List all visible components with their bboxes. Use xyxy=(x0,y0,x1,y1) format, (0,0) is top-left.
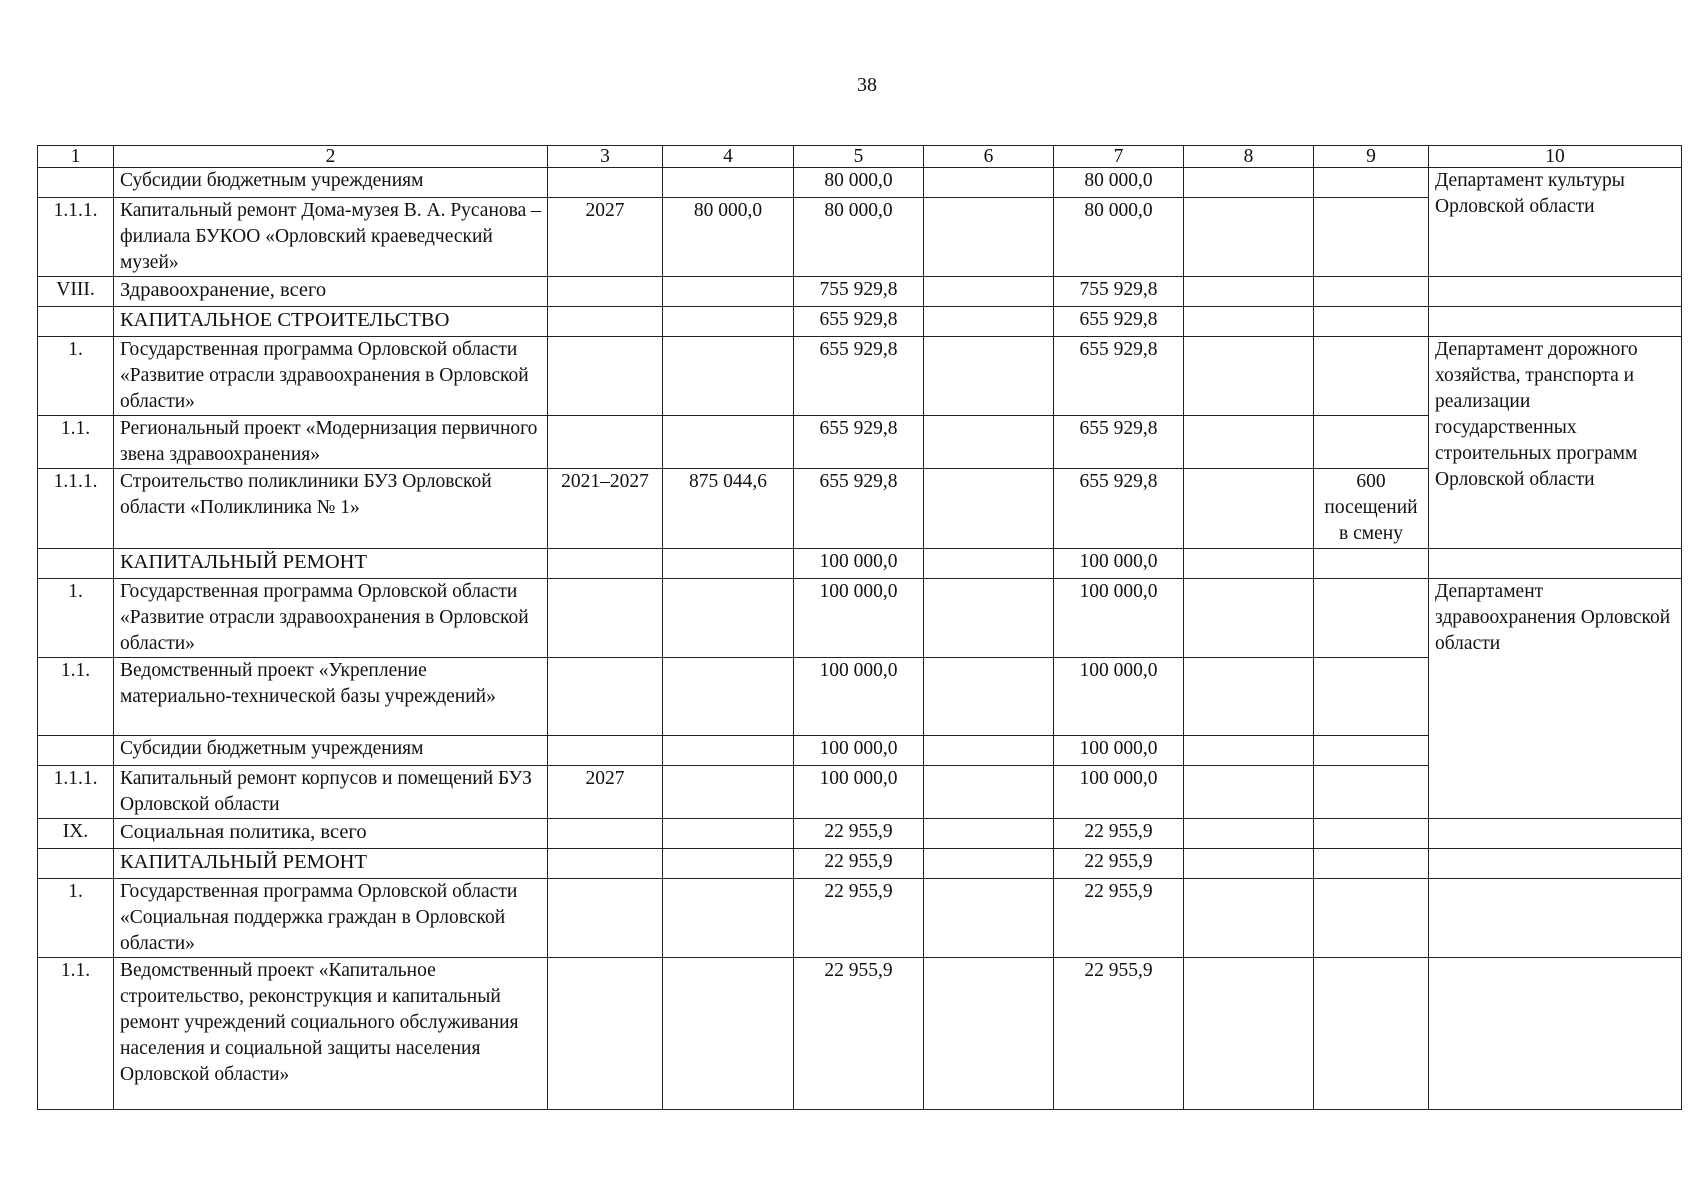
table-row xyxy=(38,549,1682,579)
table-row xyxy=(38,958,1682,1110)
row-col6 xyxy=(924,277,1054,307)
row-title: Социальная политика, всего xyxy=(114,819,548,849)
row-col5: 22 955,9 xyxy=(794,819,924,849)
row-cost xyxy=(663,849,794,879)
column-number: 4 xyxy=(663,146,794,168)
column-number: 5 xyxy=(794,146,924,168)
row-number: 1.1. xyxy=(38,658,114,736)
row-period: 2027 xyxy=(548,766,663,819)
row-result xyxy=(1314,549,1429,579)
row-col7: 80 000,0 xyxy=(1054,198,1184,277)
row-col5: 80 000,0 xyxy=(794,198,924,277)
row-period xyxy=(548,168,663,198)
row-title: Строительство поликлиники БУЗ Орловской области «Поликлиника № 1» xyxy=(114,469,548,549)
table-row xyxy=(38,819,1682,849)
row-number xyxy=(38,307,114,337)
row-title: КАПИТАЛЬНОЕ СТРОИТЕЛЬСТВО xyxy=(114,307,548,337)
row-result: 600 посещений в смену xyxy=(1314,469,1429,549)
row-result xyxy=(1314,958,1429,1110)
row-cost xyxy=(663,277,794,307)
row-col8 xyxy=(1184,958,1314,1110)
budget-table xyxy=(37,145,1682,1110)
row-col8 xyxy=(1184,277,1314,307)
row-col5: 22 955,9 xyxy=(794,958,924,1110)
row-result xyxy=(1314,879,1429,958)
row-result xyxy=(1314,766,1429,819)
row-period xyxy=(548,549,663,579)
row-period xyxy=(548,337,663,416)
column-number: 2 xyxy=(114,146,548,168)
row-period xyxy=(548,416,663,469)
row-col6 xyxy=(924,579,1054,658)
row-col8 xyxy=(1184,736,1314,766)
row-title: Ведомственный проект «Укрепление материально-технической базы учреждений» xyxy=(114,658,548,736)
column-number: 10 xyxy=(1429,146,1682,168)
row-col7: 655 929,8 xyxy=(1054,469,1184,549)
row-col8 xyxy=(1184,198,1314,277)
row-col7: 655 929,8 xyxy=(1054,307,1184,337)
row-col7: 100 000,0 xyxy=(1054,658,1184,736)
column-number: 3 xyxy=(548,146,663,168)
row-col8 xyxy=(1184,658,1314,736)
row-col7: 655 929,8 xyxy=(1054,416,1184,469)
column-numbers-row xyxy=(38,146,1682,168)
row-col6 xyxy=(924,849,1054,879)
row-cost: 875 044,6 xyxy=(663,469,794,549)
row-col6 xyxy=(924,168,1054,198)
row-number: 1.1.1. xyxy=(38,469,114,549)
row-col5: 22 955,9 xyxy=(794,849,924,879)
row-col8 xyxy=(1184,766,1314,819)
row-period xyxy=(548,819,663,849)
row-col6 xyxy=(924,307,1054,337)
row-col5: 755 929,8 xyxy=(794,277,924,307)
row-period xyxy=(548,736,663,766)
row-result xyxy=(1314,658,1429,736)
table-row xyxy=(38,849,1682,879)
department-cell xyxy=(1429,277,1682,307)
row-number xyxy=(38,168,114,198)
table-row xyxy=(38,579,1682,658)
row-number: 1. xyxy=(38,579,114,658)
row-col8 xyxy=(1184,416,1314,469)
row-period xyxy=(548,879,663,958)
row-cost xyxy=(663,736,794,766)
row-col6 xyxy=(924,469,1054,549)
row-col6 xyxy=(924,736,1054,766)
row-col8 xyxy=(1184,879,1314,958)
row-cost xyxy=(663,958,794,1110)
column-number: 1 xyxy=(38,146,114,168)
row-title: Здравоохранение, всего xyxy=(114,277,548,307)
row-col8 xyxy=(1184,337,1314,416)
row-col5: 100 000,0 xyxy=(794,766,924,819)
department-cell xyxy=(1429,307,1682,337)
row-number: 1.1. xyxy=(38,416,114,469)
row-period: 2021–2027 xyxy=(548,469,663,549)
column-number: 7 xyxy=(1054,146,1184,168)
row-col6 xyxy=(924,766,1054,819)
row-col8 xyxy=(1184,549,1314,579)
row-number: 1.1.1. xyxy=(38,198,114,277)
row-period xyxy=(548,849,663,879)
row-title: КАПИТАЛЬНЫЙ РЕМОНТ xyxy=(114,849,548,879)
row-title: Государственная программа Орловской области «Социальная поддержка граждан в Орловской области» xyxy=(114,879,548,958)
department-cell: Департамент культуры Орловской области xyxy=(1429,168,1682,277)
row-col5: 100 000,0 xyxy=(794,549,924,579)
row-col8 xyxy=(1184,469,1314,549)
table-row xyxy=(38,307,1682,337)
row-col5: 80 000,0 xyxy=(794,168,924,198)
department-cell: Департамент дорожного хозяйства, транспорта и реализации государственных строительных программ Орловской области xyxy=(1429,337,1682,549)
row-col6 xyxy=(924,879,1054,958)
row-number xyxy=(38,736,114,766)
row-result xyxy=(1314,416,1429,469)
row-col6 xyxy=(924,198,1054,277)
row-number: 1. xyxy=(38,337,114,416)
row-title: Государственная программа Орловской области «Развитие отрасли здравоохранения в Орловской области» xyxy=(114,579,548,658)
row-col7: 100 000,0 xyxy=(1054,579,1184,658)
row-result xyxy=(1314,198,1429,277)
department-cell xyxy=(1429,819,1682,849)
row-col8 xyxy=(1184,819,1314,849)
row-cost xyxy=(663,819,794,849)
row-result xyxy=(1314,819,1429,849)
table-row xyxy=(38,879,1682,958)
row-col7: 755 929,8 xyxy=(1054,277,1184,307)
row-col6 xyxy=(924,416,1054,469)
row-col7: 22 955,9 xyxy=(1054,819,1184,849)
row-result xyxy=(1314,307,1429,337)
row-period xyxy=(548,579,663,658)
row-title: Субсидии бюджетным учреждениям xyxy=(114,736,548,766)
row-col5: 655 929,8 xyxy=(794,307,924,337)
table-row xyxy=(38,168,1682,198)
row-result xyxy=(1314,337,1429,416)
row-number: IX. xyxy=(38,819,114,849)
row-col7: 22 955,9 xyxy=(1054,849,1184,879)
row-cost xyxy=(663,579,794,658)
row-cost xyxy=(663,658,794,736)
row-result xyxy=(1314,849,1429,879)
row-col8 xyxy=(1184,168,1314,198)
row-period xyxy=(548,658,663,736)
row-col5: 100 000,0 xyxy=(794,579,924,658)
row-col6 xyxy=(924,658,1054,736)
row-col7: 22 955,9 xyxy=(1054,879,1184,958)
row-result xyxy=(1314,579,1429,658)
row-number: VIII. xyxy=(38,277,114,307)
row-col5: 100 000,0 xyxy=(794,736,924,766)
row-number: 1.1.1. xyxy=(38,766,114,819)
table-row xyxy=(38,277,1682,307)
row-result xyxy=(1314,736,1429,766)
page-number: 38 xyxy=(857,74,877,96)
row-col7: 100 000,0 xyxy=(1054,549,1184,579)
row-number xyxy=(38,849,114,879)
row-col7: 100 000,0 xyxy=(1054,766,1184,819)
row-cost xyxy=(663,879,794,958)
row-cost xyxy=(663,337,794,416)
row-col6 xyxy=(924,337,1054,416)
column-number: 8 xyxy=(1184,146,1314,168)
department-cell xyxy=(1429,958,1682,1110)
department-cell xyxy=(1429,849,1682,879)
row-number xyxy=(38,549,114,579)
row-col8 xyxy=(1184,849,1314,879)
row-cost xyxy=(663,416,794,469)
row-col6 xyxy=(924,819,1054,849)
row-period xyxy=(548,277,663,307)
department-cell xyxy=(1429,879,1682,958)
row-cost xyxy=(663,307,794,337)
row-title: Ведомственный проект «Капитальное строительство, реконструкция и капитальный ремонт учреждений социального обслуживания населения и социальной защиты населения Орловской области» xyxy=(114,958,548,1110)
row-title: Субсидии бюджетным учреждениям xyxy=(114,168,548,198)
row-col7: 100 000,0 xyxy=(1054,736,1184,766)
row-col7: 22 955,9 xyxy=(1054,958,1184,1110)
row-col6 xyxy=(924,549,1054,579)
row-col5: 655 929,8 xyxy=(794,337,924,416)
department-cell xyxy=(1429,549,1682,579)
row-col8 xyxy=(1184,307,1314,337)
row-col7: 655 929,8 xyxy=(1054,337,1184,416)
row-col5: 22 955,9 xyxy=(794,879,924,958)
row-period xyxy=(548,307,663,337)
row-col5: 655 929,8 xyxy=(794,416,924,469)
row-col7: 80 000,0 xyxy=(1054,168,1184,198)
row-title: КАПИТАЛЬНЫЙ РЕМОНТ xyxy=(114,549,548,579)
row-period: 2027 xyxy=(548,198,663,277)
row-result xyxy=(1314,168,1429,198)
column-number: 9 xyxy=(1314,146,1429,168)
row-title: Капитальный ремонт корпусов и помещений БУЗ Орловской области xyxy=(114,766,548,819)
row-number: 1.1. xyxy=(38,958,114,1110)
table-row xyxy=(38,337,1682,416)
row-col6 xyxy=(924,958,1054,1110)
row-col8 xyxy=(1184,579,1314,658)
department-cell: Департамент здравоохранения Орловской области xyxy=(1429,579,1682,819)
row-period xyxy=(548,958,663,1110)
row-cost xyxy=(663,168,794,198)
row-title: Государственная программа Орловской области «Развитие отрасли здравоохранения в Орловской области» xyxy=(114,337,548,416)
row-col5: 655 929,8 xyxy=(794,469,924,549)
row-cost xyxy=(663,549,794,579)
row-result xyxy=(1314,277,1429,307)
row-col5: 100 000,0 xyxy=(794,658,924,736)
row-cost: 80 000,0 xyxy=(663,198,794,277)
row-title: Капитальный ремонт Дома-музея В. А. Русанова – филиала БУКОО «Орловский краеведческий музей» xyxy=(114,198,548,277)
column-number: 6 xyxy=(924,146,1054,168)
row-title: Региональный проект «Модернизация первичного звена здравоохранения» xyxy=(114,416,548,469)
row-number: 1. xyxy=(38,879,114,958)
row-cost xyxy=(663,766,794,819)
